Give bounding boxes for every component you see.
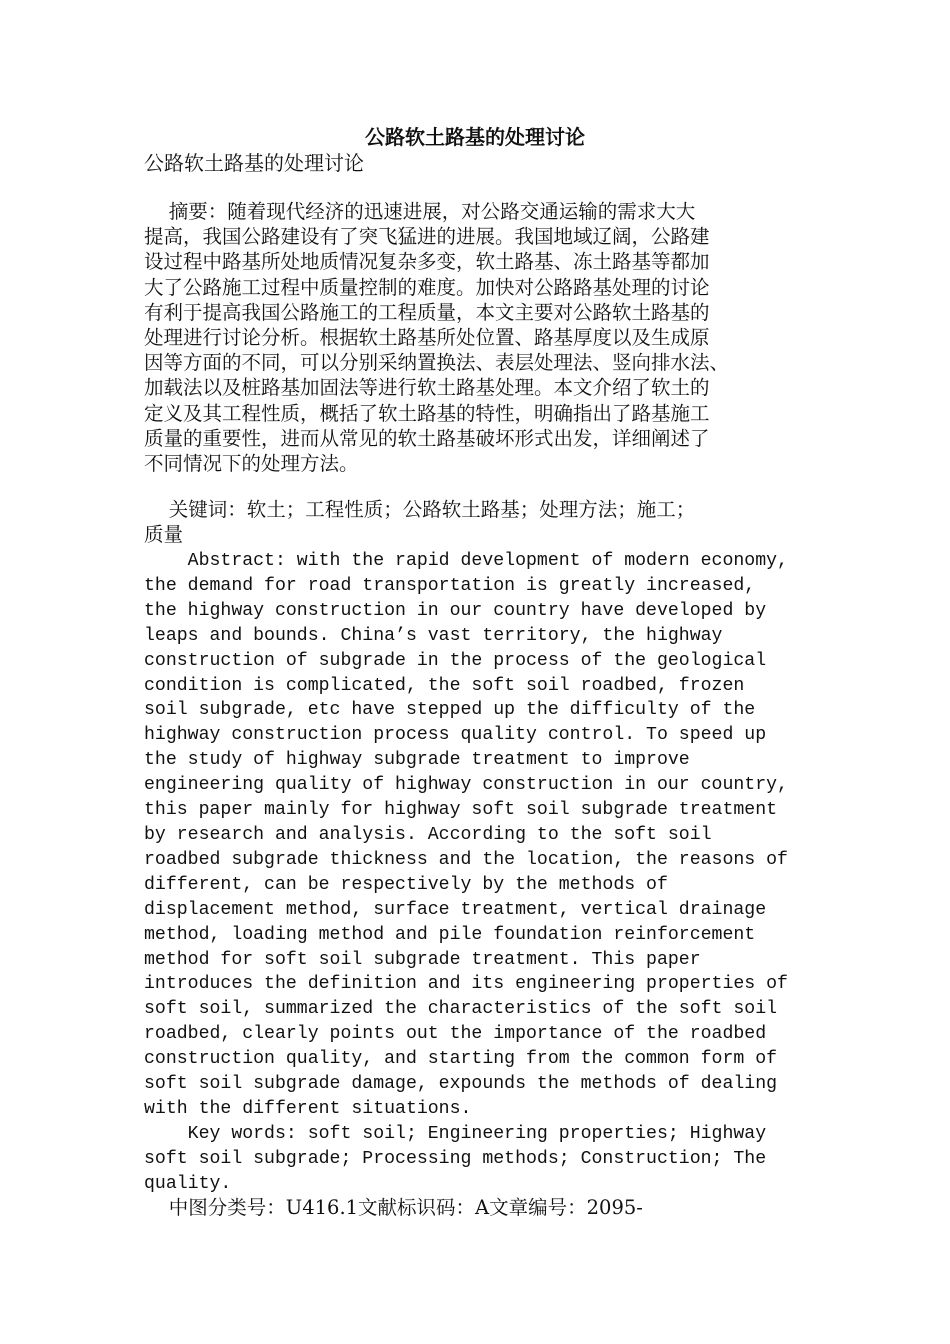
abstract-zh [144, 199, 824, 476]
keywords-zh-line: 关键词：软土；工程性质；公路软土路基；处理方法；施工； [144, 498, 696, 521]
abstract-zh-line: 有利于提高我国公路施工的工程质量，本文主要对公路软土路基的 [144, 300, 710, 324]
abstract-en-line: the study of highway subgrade treatment to improve [144, 750, 690, 771]
abstract-en-line: condition is complicated, the soft soil roadbed, frozen [144, 675, 745, 696]
abstract-en-line: the highway construction in our country have developed by [144, 600, 767, 621]
abstract-en-line: with the different situations. [144, 1098, 472, 1119]
abstract-en-line: the demand for road transportation is greatly increased, [144, 575, 756, 596]
abstract-zh-line: 质量的重要性，进而从常见的软土路基破坏形式出发，详细阐述了 [144, 426, 710, 450]
abstract-en-line: soft soil subgrade damage, expounds the methods of dealing [144, 1074, 778, 1095]
abstract-zh-line: 不同情况下的处理方法。 [144, 452, 359, 476]
abstract-en-line: leaps and bounds. China’s vast territory, the highway [144, 625, 723, 646]
abstract-en-line: construction quality, and starting from the common form of [144, 1049, 778, 1070]
abstract-zh-line: 因等方面的不同，可以分别采纳置换法、表层处理法、竖向排水法、 [144, 351, 730, 375]
abstract-en-line: this paper mainly for highway soft soil subgrade treatment [144, 800, 778, 821]
classification-line [144, 1195, 824, 1220]
abstract-en-line: soft soil, summarized the characteristics of the soft soil [144, 999, 778, 1020]
abstract-zh-line: 摘要：随着现代经济的迅速进展，对公路交通运输的需求大大 [144, 200, 696, 223]
abstract-en-line: construction of subgrade in the process of the geological [144, 650, 767, 671]
abstract-en-line: introduces the definition and its engineering properties of [144, 974, 788, 995]
classification-text: 中图分类号：U416.1文献标识码：A文章编号：2095- [144, 1196, 643, 1219]
abstract-zh-line: 处理进行讨论分析。根据软土路基所处位置、路基厚度以及生成原 [144, 326, 710, 350]
keywords-en-line: quality. [144, 1173, 232, 1194]
abstract-en [144, 549, 824, 1122]
abstract-zh-line: 加载法以及桩路基加固法等进行软土路基处理。本文介绍了软土的 [144, 376, 710, 400]
abstract-en-line: different, can be respectively by the methods of [144, 874, 668, 895]
keywords-zh [144, 497, 824, 547]
abstract-zh-line: 大了公路施工过程中质量控制的难度。加快对公路路基处理的讨论 [144, 275, 710, 299]
keywords-en [144, 1122, 824, 1197]
keywords-zh-line: 质量 [144, 523, 184, 547]
abstract-zh-line: 设过程中路基所处地质情况复杂多变，软土路基、冻土路基等都加 [144, 250, 710, 274]
abstract-en-line: roadbed, clearly points out the importance of the roadbed [144, 1024, 767, 1045]
abstract-zh-line: 定义及其工程性质，概括了软土路基的特性，明确指出了路基施工 [144, 401, 710, 425]
document-title: 公路软土路基的处理讨论 [365, 125, 585, 149]
abstract-en-line: Abstract: with the rapid development of modern economy, [144, 551, 788, 571]
keywords-en-line: soft soil subgrade; Processing methods; Construction; The [144, 1148, 767, 1169]
abstract-en-line: highway construction process quality control. To speed up [144, 725, 767, 746]
abstract-en-line: method for soft soil subgrade treatment. This paper [144, 949, 701, 970]
document-subtitle: 公路软土路基的处理讨论 [144, 151, 364, 175]
abstract-en-line: soil subgrade, etc have stepped up the difficulty of the [144, 700, 756, 721]
abstract-en-line: method, loading method and pile foundation reinforcement [144, 924, 756, 945]
keywords-en-line: Key words: soft soil; Engineering properties; Highway [144, 1124, 767, 1144]
abstract-en-line: roadbed subgrade thickness and the location, the reasons of [144, 849, 788, 870]
abstract-en-line: engineering quality of highway construction in our country, [144, 775, 788, 796]
abstract-en-line: displacement method, surface treatment, vertical drainage [144, 899, 767, 920]
abstract-en-line: by research and analysis. According to the soft soil [144, 824, 712, 845]
abstract-zh-line: 提高，我国公路建设有了突飞猛进的进展。我国地域辽阔，公路建 [144, 225, 710, 249]
